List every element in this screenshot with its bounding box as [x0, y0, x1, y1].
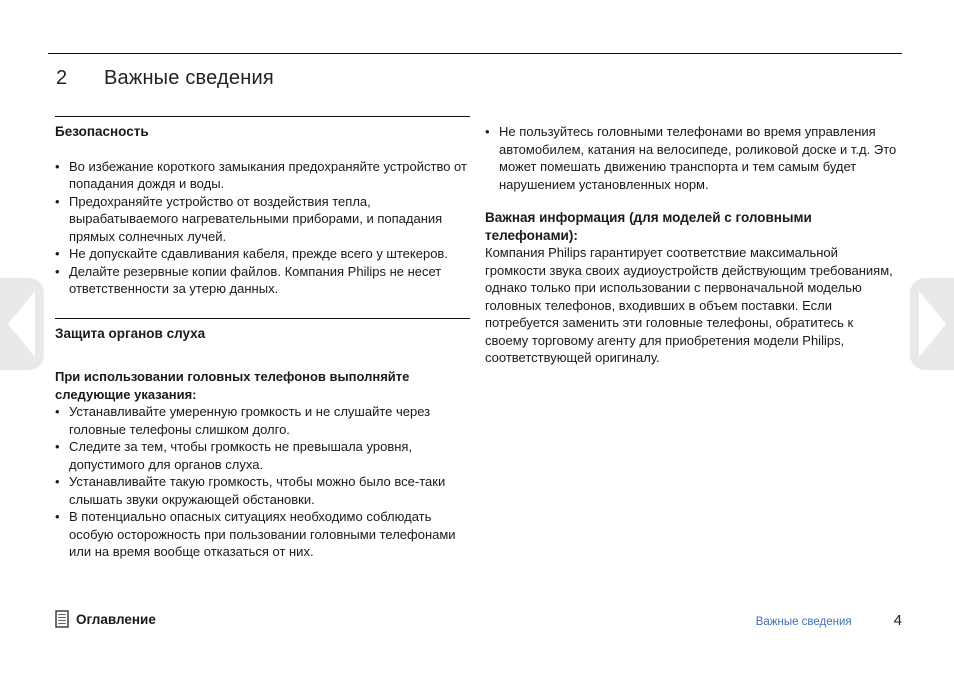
bullet-text: Устанавливайте такую громкость, чтобы можно было все-таки слышать звуки окружающей обстановки. — [69, 474, 446, 507]
section-title-safety: Безопасность — [55, 124, 149, 139]
list-item — [55, 403, 470, 438]
bullet-marker: • — [55, 474, 60, 489]
top-divider — [48, 53, 902, 54]
chapter-title: Важные сведения — [104, 67, 274, 89]
bullet-marker: • — [55, 439, 60, 454]
page-info — [756, 612, 902, 629]
prev-page-button[interactable] — [0, 278, 44, 370]
list-item — [55, 473, 470, 508]
bullet-marker: • — [485, 124, 490, 139]
list-item — [55, 263, 470, 298]
bullet-text: Предохраняйте устройство от воздействия тепла, вырабатываемого нагревательными приборами, и попадания прямых солнечных лучей. — [69, 193, 443, 244]
bullet-text: В потенциально опасных ситуациях необходимо соблюдать особую осторожность при пользовании головными телефонами или на время вообще отказаться от них. — [69, 509, 456, 559]
list-item — [55, 508, 470, 561]
chapter-heading — [56, 67, 274, 90]
toc-label: Оглавление — [76, 611, 156, 627]
next-page-button[interactable] — [910, 278, 954, 370]
page-footer — [55, 610, 902, 636]
bullet-text: Во избежание короткого замыкания предохраняйте устройство от попадания дождя и воды. — [69, 158, 467, 191]
section-divider — [55, 318, 470, 319]
safety-bullet-list — [55, 158, 470, 298]
bullet-text: Делайте резервные копии файлов. Компания Philips не несет ответственности за утерю данных. — [69, 263, 442, 296]
section-title-hearing: Защита органов слуха — [55, 325, 206, 341]
bullet-marker: • — [55, 193, 60, 209]
list-item — [55, 438, 470, 473]
bullet-marker: • — [55, 158, 60, 174]
bullet-text: Не допускайте сдавливания кабеля, прежде всего у штекеров. — [69, 246, 448, 261]
toc-document-icon — [55, 610, 69, 628]
footer-section-link[interactable]: Важные сведения — [755, 616, 852, 628]
bullet-text: Следите за тем, чтобы громкость не превышала уровня, допустимого для органов слуха. — [69, 439, 413, 472]
hearing-bullet-list — [55, 403, 470, 561]
bullet-text: Устанавливайте умеренную громкость и не слушайте через головные телефоны слишком долго. — [69, 404, 431, 437]
list-item — [55, 245, 470, 263]
list-item — [55, 158, 470, 193]
important-info-body: Компания Philips гарантирует соответствие максимальной громкости звука своих аудиоустройств действующим требованиям, однако только при использовании с первоначальной моделью головных телефонов, входивших в объем поставки. Если потребуется заменить эти головные телефоны, обратитесь к своему торговому агенту для приобретения модели Philips, соответствующей оригиналу. — [485, 245, 893, 365]
right-bullet-list — [485, 123, 900, 193]
bullet-marker: • — [55, 246, 60, 261]
section-title-important-info: Важная информация (для моделей с головными телефонами): — [485, 210, 812, 243]
list-item — [485, 123, 900, 193]
list-item — [55, 193, 470, 246]
toc-link[interactable] — [55, 610, 156, 628]
section-divider — [55, 116, 470, 117]
chapter-number: 2 — [56, 67, 68, 89]
left-column — [55, 116, 470, 561]
bullet-marker: • — [55, 404, 60, 419]
right-column — [485, 116, 900, 367]
arrow-left-icon — [8, 291, 35, 357]
bullet-text: Не пользуйтесь головными телефонами во время управления автомобилем, катания на велосипеде, роликовой доске и т.д. Это может помешать движению транспорта и тем самым будет нарушением установленных норм. — [499, 124, 897, 192]
arrow-right-icon — [919, 291, 946, 357]
page-number: 4 — [893, 612, 902, 629]
hearing-intro: При использовании головных телефонов выполняйте следующие указания: — [55, 369, 410, 402]
bullet-marker: • — [55, 263, 60, 279]
bullet-marker: • — [55, 509, 60, 524]
